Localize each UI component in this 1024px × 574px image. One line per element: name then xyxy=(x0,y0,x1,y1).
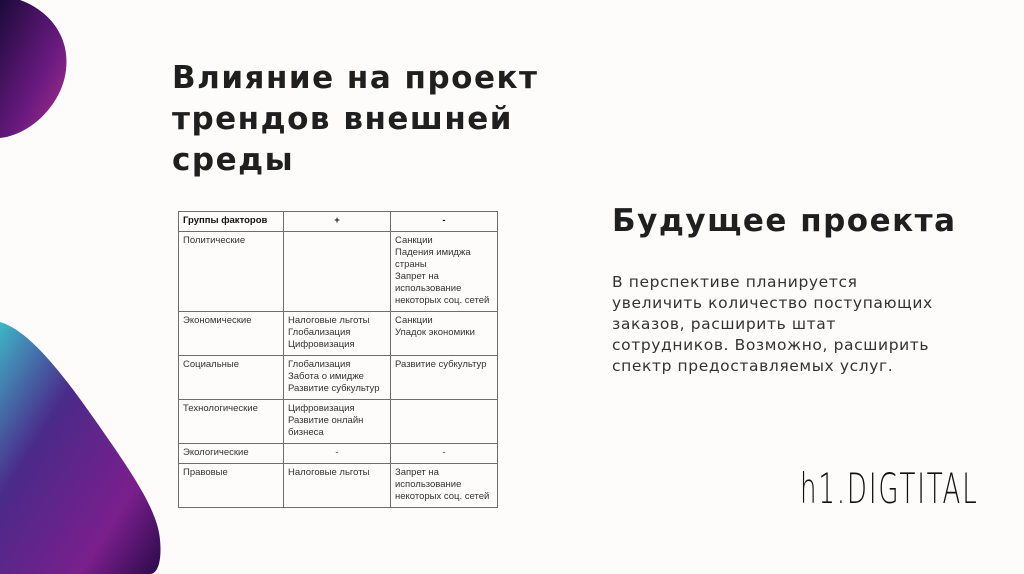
table-row xyxy=(179,400,498,444)
blob-bottom xyxy=(0,322,161,574)
cell-line: - xyxy=(335,447,339,458)
factor-plus-cell xyxy=(284,400,391,444)
company-logo: h1.DIGTITAL xyxy=(800,464,979,513)
future-text xyxy=(612,272,933,377)
table-row xyxy=(179,356,498,400)
factor-minus-cell xyxy=(391,312,498,356)
factor-group-cell: Правовые xyxy=(179,464,284,508)
factor-group-cell: Технологические xyxy=(179,400,284,444)
factor-plus-cell xyxy=(284,312,391,356)
cell-line: Налоговые льготы xyxy=(288,467,370,478)
cell-line: использование xyxy=(395,283,462,294)
factor-plus-cell xyxy=(284,444,391,464)
cell-line: Развитие субкультур xyxy=(395,359,487,370)
table-header-row xyxy=(179,212,498,232)
cell-line: Цифровизация xyxy=(288,403,355,414)
cell-line: Санкции xyxy=(395,315,433,326)
cell-line: Санкции xyxy=(395,235,433,246)
cell-line: Глобализация xyxy=(288,359,351,370)
factor-minus-cell xyxy=(391,356,498,400)
cell-line: Развитие субкультур xyxy=(288,383,380,394)
header-groups: Группы факторов xyxy=(179,212,284,232)
cell-line: Глобализация xyxy=(288,327,351,338)
future-line: увеличить количество поступающих xyxy=(612,294,933,312)
factor-plus-cell xyxy=(284,356,391,400)
table-row xyxy=(179,232,498,312)
table-row xyxy=(179,444,498,464)
cell-line: Забота о имидже xyxy=(288,371,364,382)
factor-minus-cell xyxy=(391,400,498,444)
header-plus: + xyxy=(284,212,391,232)
factor-group-cell: Социальные xyxy=(179,356,284,400)
factors-table-body xyxy=(179,232,498,508)
factor-plus-cell xyxy=(284,464,391,508)
header-minus: - xyxy=(391,212,498,232)
cell-line: бизнеса xyxy=(288,427,324,438)
factor-plus-cell xyxy=(284,232,391,312)
cell-line: Падения имиджа xyxy=(395,247,471,258)
future-line: В перспективе планируется xyxy=(612,273,858,291)
cell-line: некоторых соц. сетей xyxy=(395,491,490,502)
cell-line: - xyxy=(442,447,446,458)
factor-minus-cell xyxy=(391,464,498,508)
cell-line: использование xyxy=(395,479,462,490)
factor-group-cell: Экологические xyxy=(179,444,284,464)
title-line: трендов внешней xyxy=(172,101,513,137)
future-line: заказов, расширить штат xyxy=(612,315,836,333)
cell-line: Упадок экономики xyxy=(395,327,475,338)
blob-top xyxy=(0,0,66,138)
table-row xyxy=(179,312,498,356)
future-line: сотрудников. Возможно, расширить xyxy=(612,336,930,354)
slide-title xyxy=(172,58,592,181)
factors-table xyxy=(178,211,498,508)
future-line: спектр предоставляемых услуг. xyxy=(612,357,894,375)
title-line: среды xyxy=(172,142,295,178)
table-row xyxy=(179,464,498,508)
cell-line: некоторых соц. сетей xyxy=(395,295,490,306)
cell-line: Запрет на xyxy=(395,467,439,478)
factor-minus-cell xyxy=(391,444,498,464)
factor-minus-cell xyxy=(391,232,498,312)
cell-line: Цифровизация xyxy=(288,339,355,350)
factor-group-cell: Экономические xyxy=(179,312,284,356)
factor-group-cell: Политические xyxy=(179,232,284,312)
cell-line: Развитие онлайн xyxy=(288,415,364,426)
cell-line: Налоговые льготы xyxy=(288,315,370,326)
cell-line: Запрет на xyxy=(395,271,439,282)
cell-line: страны xyxy=(395,259,427,270)
title-line: Влияние на проект xyxy=(172,60,539,96)
future-heading: Будущее проекта xyxy=(612,203,957,239)
